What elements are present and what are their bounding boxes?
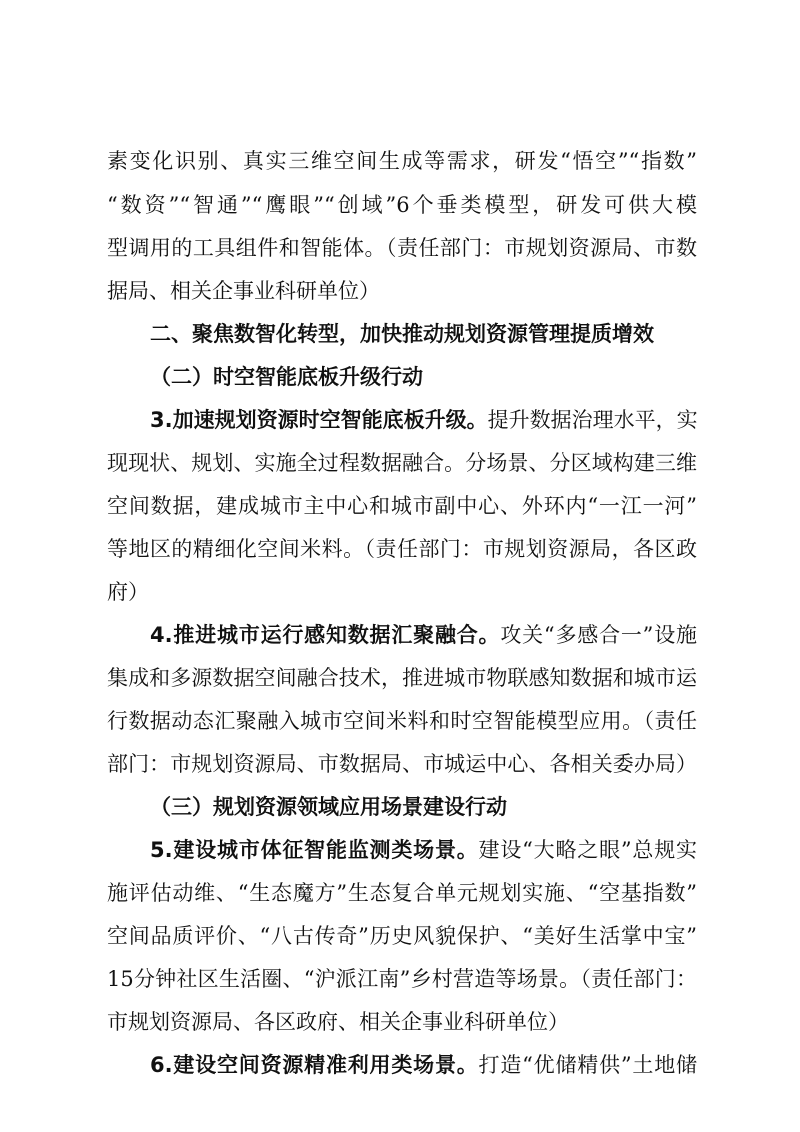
item-3-text: 提升数据治理水平，实 [487,408,698,432]
item-4-text: 攻关“多感合一”设施 [500,623,697,647]
body-line: 据局、相关企事业科研单位） [107,279,380,303]
body-line: 集成和多源数据空间融合技术，推进城市物联感知数据和城市运 [107,666,697,690]
item-5-title: 5.建设城市体征智能监测类场景。 [150,838,479,862]
body-line: 行数据动态汇聚融入城市空间米料和时空智能模型应用。（责任 [107,709,697,733]
body-line: 型调用的工具组件和智能体。（责任部门：市规划资源局、市数 [107,236,697,260]
section-heading: 二、聚焦数智化转型，加快推动规划资源管理提质增效 [150,322,654,346]
item-6-title: 6.建设空间资源精准利用类场景。 [150,1053,479,1077]
item-4-first-line [150,615,697,655]
item-6-text: 打造“优储精供”土地储 [478,1053,697,1077]
item-3-first-line [150,400,697,440]
sub-heading: （三）规划资源领域应用场景建设行动 [150,795,507,819]
body-line: 现现状、规划、实施全过程数据融合。分场景、分区域构建三维 [107,451,697,475]
body-line: 施评估动维、“生态魔方”生态复合单元规划实施、“空基指数” [107,881,697,905]
body-line: 素变化识别、真实三维空间生成等需求，研发“悟空”“指数” [107,149,697,173]
item-4-title: 4.推进城市运行感知数据汇聚融合。 [150,623,501,647]
item-5-text: 建设“大略之眼”总规实 [478,838,697,862]
body-line: 空间数据，建成城市主中心和城市副中心、外环内“一江一河” [107,494,697,518]
body-line: 市规划资源局、各区政府、相关企事业科研单位） [107,1010,569,1034]
item-5-first-line [150,830,697,870]
body-line: “数资”“智通”“鹰眼”“创域”6个垂类模型，研发可供大模 [107,193,697,217]
body-line: 空间品质评价、“八古传奇”历史风貌保护、“美好生活掌中宝” [107,924,697,948]
body-line: 部门：市规划资源局、市数据局、市城运中心、各相关委办局） [107,752,697,776]
body-line: 府） [107,580,149,604]
body-line: 15分钟社区生活圈、“沪派江南”乡村营造等场景。（责任部门： [107,967,697,991]
body-line: 等地区的精细化空间米料。（责任部门：市规划资源局，各区政 [107,537,697,561]
item-6-first-line [150,1045,697,1085]
item-3-title: 3.加速规划资源时空智能底板升级。 [150,408,488,432]
sub-heading: （二）时空智能底板升级行动 [150,365,423,389]
